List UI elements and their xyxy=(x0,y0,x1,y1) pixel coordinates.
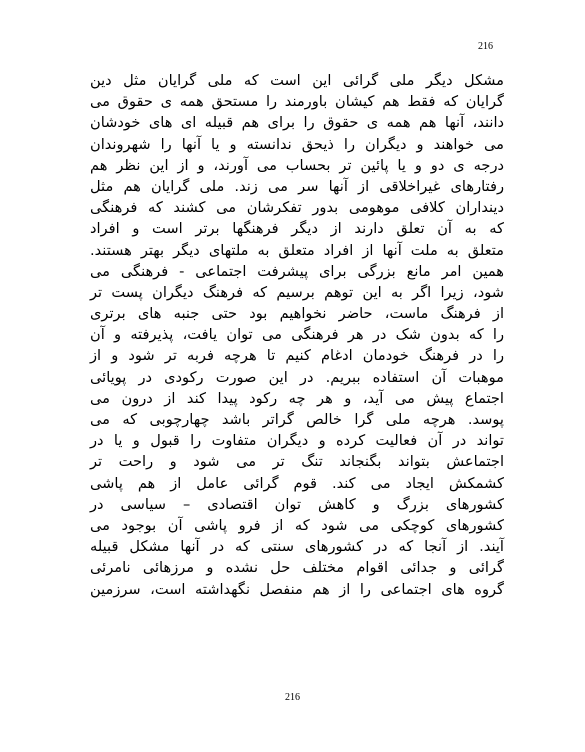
text-line: تواند در آن فعالیت کرده و دیگران متفاوت را قبول و یا در xyxy=(90,432,504,450)
text-line: از فرهنگ ماست، حاضر نخواهیم بود حتی جنبه های برتری xyxy=(90,305,504,323)
text-line: همین امر مانع بزرگی برای پیشرفت اجتماعی - فرهنگی می xyxy=(90,262,504,280)
text-line: کشمکش ایجاد می کند. قوم گرائی عامل از هم پاشی xyxy=(90,474,504,492)
text-line: گروه های اجتماعی را از هم منفصل نگهداشته است، سرزمین xyxy=(90,580,504,598)
page-number-bottom: 216 xyxy=(285,692,300,703)
text-line: دینداران کلافی موهومی بدور تفکرشان می کشند که فرهنگی xyxy=(90,199,504,217)
text-line: دانند، آنها هم همه ی حقوق را برای هم قبیله ای های خودشان xyxy=(90,114,504,132)
text-line: کشورهای کوچکی می شود که از فرو پاشی آن بوجود می xyxy=(90,516,504,534)
text-line: را که بدون شک در هر فرهنگی می توان یافت، پذیرفته و آن xyxy=(90,326,504,344)
text-line: می خواهند و دیگران را ذیحق ندانسته و یا آنها را شهروندان xyxy=(90,135,504,153)
text-line: گرایان که فقط هم کیشان باورمند را مستحق همه ی حقوق می xyxy=(90,93,504,111)
text-line: درجه ی دو و یا پائین تر بحساب می آورند، و از این نظر هم xyxy=(90,156,504,174)
text-line: رفتارهای غیراخلاقی از آنها سر می زند. ملی گرایان هم مثل xyxy=(90,177,504,195)
text-line: پوسد. هرچه ملی گرا خالص گراتر باشد چهارچوبی که می xyxy=(90,411,504,428)
text-line: را در فرهنگ خودمان ادغام کنیم تا هرچه فربه تر شود و از xyxy=(90,347,504,365)
text-line: موهبات آن استفاده ببریم. در این صورت رکودی در پویائی xyxy=(90,368,504,386)
body-paragraph xyxy=(90,70,504,600)
text-line: اجتماع پیش می آید، و هر چه رکود پیدا کند از درون می xyxy=(90,389,504,407)
text-line: متعلق به ملت آنها از افراد متعلق به ملتهای دیگر بهتر هستند. xyxy=(90,241,504,259)
text-line: گرائی و جدائی اقوام مختلف حل نشده و مرزهائی نامرئی xyxy=(90,559,504,577)
page-number-top: 216 xyxy=(478,41,493,52)
text-line: آیند. از آنجا که در کشورهای سنتی که در آنها مشکل قبیله xyxy=(90,538,504,556)
text-line: مشکل دیگر ملی گرائی این است که ملی گرایان مثل دین xyxy=(90,72,504,89)
text-line: کشورهای بزرگ و کاهش توان اقتصادی – سیاسی در xyxy=(90,495,504,513)
text-line: شود، زیرا اگر به این توهم برسیم که فرهنگ دیگران پست تر xyxy=(90,283,504,301)
text-line: اجتماعش بتواند بگنجاند تنگ تر می شود و راحت تر xyxy=(90,453,504,471)
text-line: که به آن تعلق دارند از دیگر فرهنگها برتر است و افراد xyxy=(90,220,504,238)
